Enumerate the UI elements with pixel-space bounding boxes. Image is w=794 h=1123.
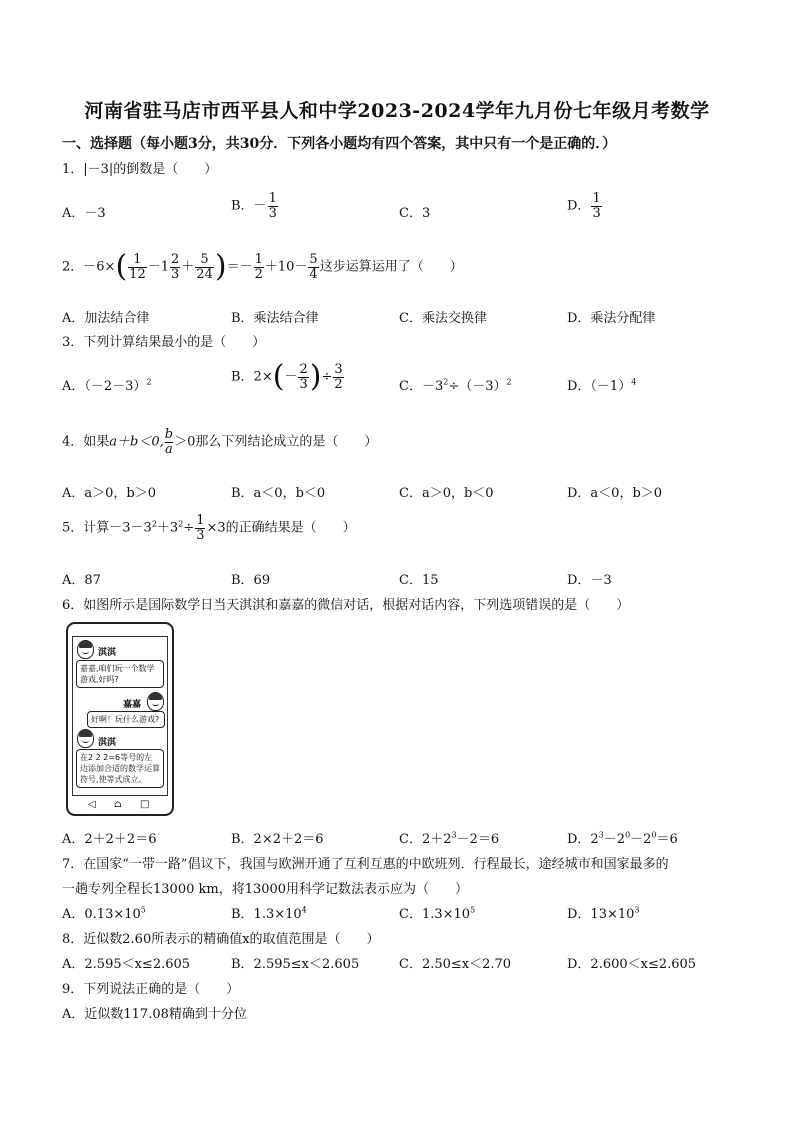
q5-option-a: A．87 [62, 573, 101, 588]
q5-option-c: C．15 [399, 573, 439, 588]
question-8-stem: 8．近似数2.60所表示的精确值x的取值范围是（ ） [62, 932, 380, 947]
q1-option-d: D． $\frac{1}{3}$ [567, 191, 601, 221]
q5-option-b: B．69 [231, 573, 271, 588]
qiqi-avatar-icon [77, 640, 94, 659]
q7-option-d: D．$13\times 10^3$ [567, 905, 640, 922]
q8-option-b: B．2.595≤x＜2.605 [231, 957, 360, 972]
chat-screen [72, 636, 168, 796]
q4-option-d: D．a＜0，b＞0 [567, 486, 663, 501]
q3-option-d: D．$(-1)^4$ [567, 377, 637, 394]
q1-option-b: B．－ $\frac{1}{3}$ [231, 191, 277, 221]
q9-option-a: A．近似数117.08精确到十分位 [62, 1007, 247, 1022]
question-4-stem: 4．如果a＋b＜0, $\frac{b}{a}$ ＞0那么下列结论成立的是（ ） [62, 427, 378, 457]
q4-option-c: C．a＞0，b＜0 [399, 486, 494, 501]
q2-option-d: D．乘法分配律 [567, 311, 656, 326]
q6-option-c: C．$2+2^3-2=6$ [399, 830, 500, 847]
question-1-stem: 1．|－3|的倒数是（ ） [62, 162, 218, 177]
q2-option-a: A．加法结合律 [62, 311, 150, 326]
question-7-line-1: 7．在国家“一带一路”倡议下，我国与欧洲开通了互利互惠的中欧班列．行程最长，途经城市和国家最多的 [62, 857, 669, 872]
chat-bubble-3: 在2 2 2=6等号的左边添加合适的数学运算符号,使等式成立。 [76, 749, 164, 788]
q1-option-c: C．3 [399, 206, 431, 221]
question-5-stem: 5．计算$-3-3^2+3^2\div$ $\frac{1}{3}$ ×3的正确结果是（ ） [62, 513, 356, 543]
q6-option-b: B．2×2＋2＝6 [231, 832, 324, 847]
q7-option-c: C．$1.3\times 10^5$ [399, 905, 476, 922]
q3-option-a: A．$(-2-3)^2$ [62, 377, 152, 394]
chat-name-3: 淇淇 [98, 738, 117, 748]
question-9-stem: 9．下列说法正确的是（ ） [62, 982, 240, 997]
q2-option-c: C．乘法交换律 [399, 311, 487, 326]
recent-apps-icon: □ [140, 799, 150, 810]
page-title: 河南省驻马店市西平县人和中学2023-2024学年九月份七年级月考数学 [84, 100, 710, 122]
jiajia-avatar-icon [147, 692, 164, 711]
q8-option-a: A．2.595＜x≤2.605 [62, 957, 191, 972]
q1-option-a: A．－3 [62, 206, 106, 221]
qiqi-avatar-icon-2 [77, 729, 94, 748]
q7-option-a: A．$0.13\times 10^5$ [62, 905, 146, 922]
q3-option-b: B．2×(－ $\frac{2}{3}$ )÷ $\frac{3}{2}$ [231, 359, 343, 394]
back-icon: ◁ [88, 799, 96, 810]
q5-option-d: D．－3 [567, 573, 612, 588]
chat-bubble-2: 好啊！玩什么游戏? [87, 711, 165, 728]
q8-option-c: C．2.50≤x＜2.70 [399, 957, 512, 972]
question-7-line-2: 一趟专列全程长13000 km，将13000用科学记数法表示应为（ ） [62, 882, 469, 897]
q8-option-d: D．2.600＜x≤2.605 [567, 957, 697, 972]
chat-name-2: 嘉嘉 [123, 700, 142, 710]
q7-option-b: B．$1.3\times 10^4$ [231, 905, 307, 922]
q3-option-c: C．$-3^2\div(-3)^2$ [399, 377, 512, 394]
phone-chat-illustration [66, 622, 174, 816]
phone-nav-bar [86, 799, 156, 811]
question-2-stem: 2．－6×( $\frac{1}{12}$ －1 $\frac{2}{3}$ ＋ $\frac{5}{24}$ )＝－ $\frac{1}{2}$ ＋10－ $\frac{5}{4}$ 这步运算运用了（ ） [62, 249, 463, 284]
section-heading: 一、选择题（每小题3分，共30分．下列各小题均有四个答案，其中只有一个是正确的．） [62, 136, 617, 152]
home-icon: ⌂ [114, 799, 122, 810]
q4-option-b: B．a＜0，b＜0 [231, 486, 326, 501]
q6-option-d: D．$2^3-2^0-2^0=6$ [567, 830, 678, 847]
chat-name-1: 淇淇 [98, 648, 117, 658]
q2-option-b: B．乘法结合律 [231, 311, 319, 326]
question-3-stem: 3．下列计算结果最小的是（ ） [62, 335, 266, 350]
q6-option-a: A．2＋2＋2＝6 [62, 832, 157, 847]
question-6-stem: 6．如图所示是国际数学日当天淇淇和嘉嘉的微信对话，根据对话内容，下列选项错误的是（ ） [62, 598, 630, 613]
chat-bubble-1: 嘉嘉,咱们玩一个数学游戏,好吗? [76, 660, 164, 688]
q4-option-a: A．a＞0，b＞0 [62, 486, 157, 501]
